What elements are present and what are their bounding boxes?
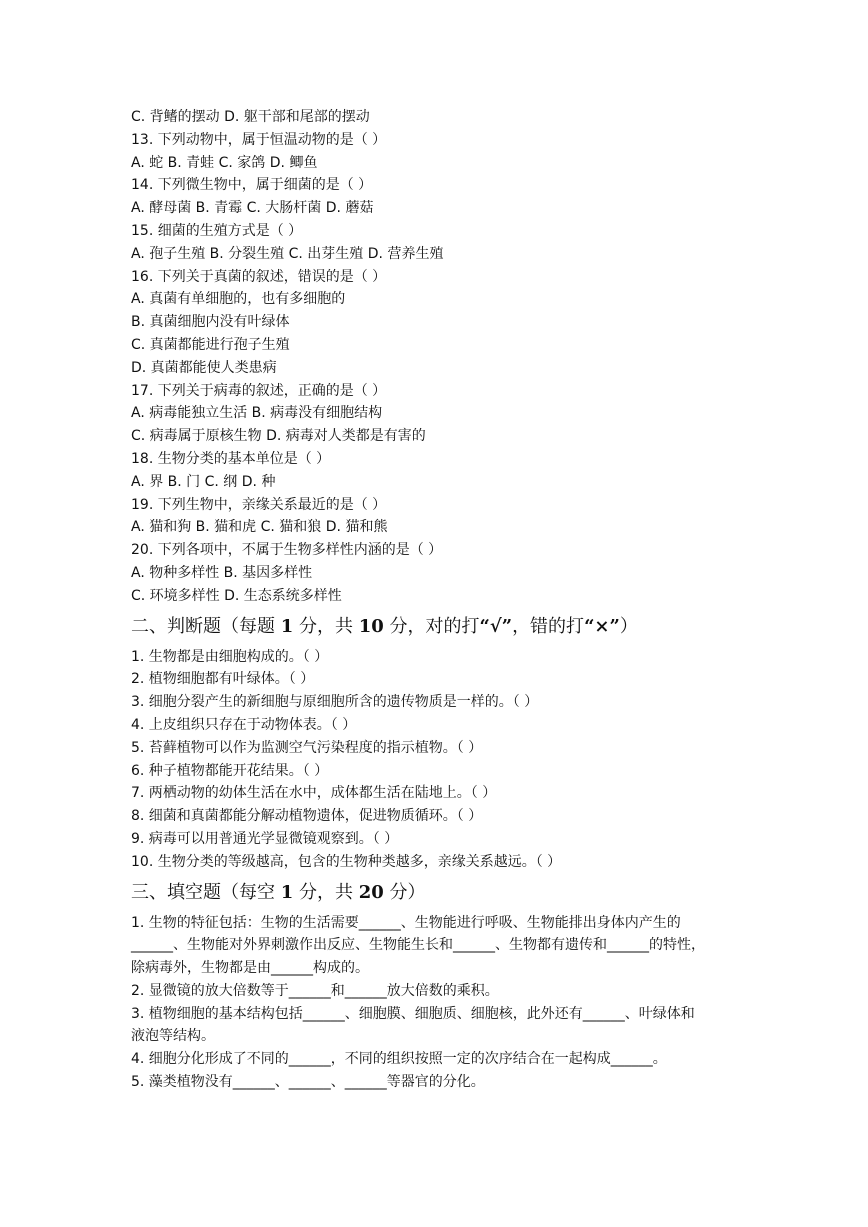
question-line: C. 真菌都能进行孢子生殖 bbox=[131, 336, 290, 353]
true-false-item: 6. 种子植物都能开花结果。（ ） bbox=[131, 762, 329, 779]
multiple-choice-continued bbox=[131, 106, 751, 608]
fill-in-line: 3. 植物细胞的基本结构包括______、细胞膜、细胞质、细胞核，此外还有______、叶绿体和 bbox=[131, 1005, 695, 1022]
question-line: 20. 下列各项中，不属于生物多样性内涵的是（ ） bbox=[131, 542, 443, 559]
fill-in-line: 2. 显微镜的放大倍数等于______和______放大倍数的乘积。 bbox=[131, 982, 499, 999]
fill-in-questions bbox=[131, 912, 751, 1094]
question-line: 18. 生物分类的基本单位是（ ） bbox=[131, 450, 331, 467]
fill-in-line: 除病毒外，生物都是由______构成的。 bbox=[131, 960, 369, 977]
section-3-title: 三、填空题（每空 1 分，共 20 分） bbox=[131, 881, 426, 903]
true-false-item: 5. 苔藓植物可以作为监测空气污染程度的指示植物。（ ） bbox=[131, 739, 483, 756]
question-line: 19. 下列生物中，亲缘关系最近的是（ ） bbox=[131, 496, 387, 513]
question-line: C. 病毒属于原核生物 D. 病毒对人类都是有害的 bbox=[131, 428, 426, 445]
fill-in-line: 液泡等结构。 bbox=[131, 1028, 215, 1045]
true-false-item: 9. 病毒可以用普通光学显微镜观察到。（ ） bbox=[131, 830, 399, 847]
question-line: A. 真菌有单细胞的，也有多细胞的 bbox=[131, 291, 346, 308]
question-line: A. 猫和狗 B. 猫和虎 C. 猫和狼 D. 猫和熊 bbox=[131, 519, 388, 536]
section-2-title: 二、判断题（每题 1 分，共 10 分，对的打“√”，错的打“×”） bbox=[131, 615, 638, 637]
true-false-item: 2. 植物细胞都有叶绿体。（ ） bbox=[131, 671, 315, 688]
true-false-item: 3. 细胞分裂产生的新细胞与原细胞所含的遗传物质是一样的。（ ） bbox=[131, 694, 539, 711]
question-line: A. 蛇 B. 青蛙 C. 家鸽 D. 鲫鱼 bbox=[131, 154, 318, 171]
question-line: A. 酵母菌 B. 青霉 C. 大肠杆菌 D. 蘑菇 bbox=[131, 200, 374, 217]
question-line: B. 真菌细胞内没有叶绿体 bbox=[131, 314, 290, 331]
true-false-item: 1. 生物都是由细胞构成的。（ ） bbox=[131, 648, 329, 665]
question-line: C. 环境多样性 D. 生态系统多样性 bbox=[131, 587, 342, 604]
question-line: A. 孢子生殖 B. 分裂生殖 C. 出芽生殖 D. 营养生殖 bbox=[131, 245, 444, 262]
fill-in-line: ______、生物能对外界刺激作出反应、生物能生长和______、生物都有遗传和______的特性， bbox=[131, 937, 705, 954]
fill-in-line: 4. 细胞分化形成了不同的______，不同的组织按照一定的次序结合在一起构成______。 bbox=[131, 1051, 667, 1068]
question-line: 15. 细菌的生殖方式是（ ） bbox=[131, 222, 303, 239]
page-content bbox=[131, 106, 751, 1094]
true-false-item: 4. 上皮组织只存在于动物体表。（ ） bbox=[131, 716, 357, 733]
question-line: C. 背鳍的摆动 D. 躯干部和尾部的摆动 bbox=[131, 109, 370, 125]
question-line: A. 物种多样性 B. 基因多样性 bbox=[131, 564, 313, 581]
question-line: 16. 下列关于真菌的叙述，错误的是（ ） bbox=[131, 268, 387, 285]
true-false-questions bbox=[131, 646, 751, 874]
question-line: D. 真菌都能使人类患病 bbox=[131, 359, 277, 376]
question-line: 14. 下列微生物中，属于细菌的是（ ） bbox=[131, 177, 373, 194]
question-line: 13. 下列动物中，属于恒温动物的是（ ） bbox=[131, 131, 387, 148]
question-line: A. 界 B. 门 C. 纲 D. 种 bbox=[131, 473, 276, 490]
true-false-item: 7. 两栖动物的幼体生活在水中，成体都生活在陆地上。（ ） bbox=[131, 785, 497, 802]
fill-in-line: 5. 藻类植物没有______、______、______等器官的分化。 bbox=[131, 1074, 485, 1091]
fill-in-line: 1. 生物的特征包括：生物的生活需要______、生物能进行呼吸、生物能排出身体内产生的 bbox=[131, 914, 681, 931]
question-line: 17. 下列关于病毒的叙述，正确的是（ ） bbox=[131, 382, 387, 399]
true-false-item: 10. 生物分类的等级越高，包含的生物种类越多，亲缘关系越远。（ ） bbox=[131, 853, 562, 870]
true-false-item: 8. 细菌和真菌都能分解动植物遗体，促进物质循环。（ ） bbox=[131, 808, 483, 825]
question-line: A. 病毒能独立生活 B. 病毒没有细胞结构 bbox=[131, 405, 383, 422]
